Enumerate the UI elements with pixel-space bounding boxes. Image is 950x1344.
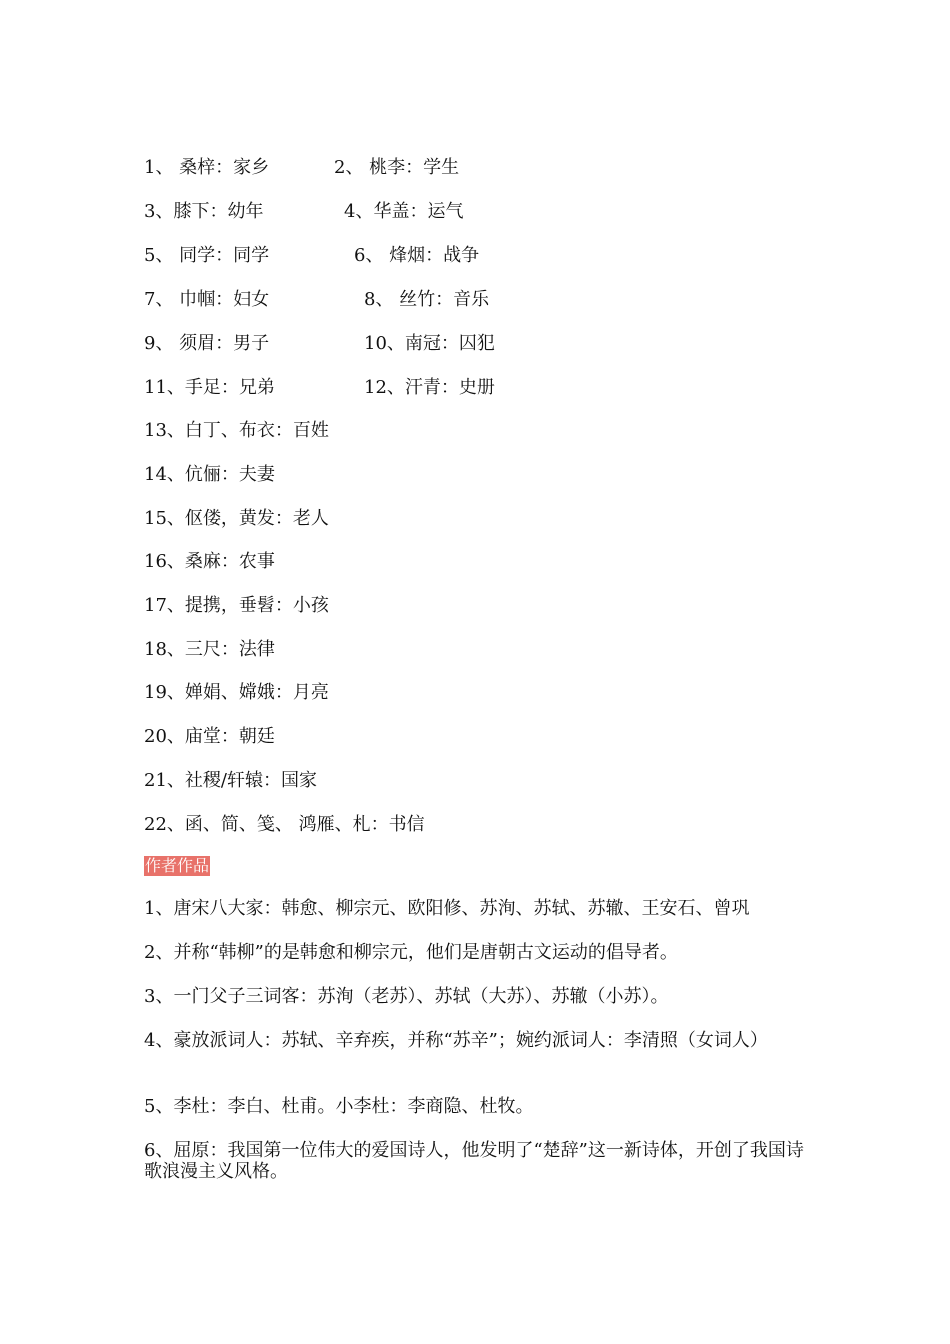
vocab-item: 8、 丝竹：音乐 xyxy=(364,289,490,310)
vocab-item: 20、庙堂：朝廷 xyxy=(144,726,275,747)
vocab-item: 11、手足：兄弟 xyxy=(144,377,275,398)
vocab-item: 9、 须眉：男子 xyxy=(144,333,270,354)
vocab-item: 22、函、简、笺、 鸿雁、札：书信 xyxy=(144,814,425,835)
vocab-row xyxy=(144,377,495,399)
vocab-item: 2、 桃李：学生 xyxy=(334,157,460,178)
vocab-item: 16、桑麻：农事 xyxy=(144,551,275,572)
vocab-item: 15、伛偻，黄发：老人 xyxy=(144,508,329,529)
vocab-item: 5、 同学：同学 xyxy=(144,245,270,266)
vocab-item: 10、南冠：囚犯 xyxy=(364,333,495,354)
vocab-item: 19、婵娟、嫦娥：月亮 xyxy=(144,682,329,703)
vocab-row xyxy=(144,289,490,311)
author-paragraph: 3、一门父子三词客：苏洵（老苏）、苏轼（大苏）、苏辙（小苏）。 xyxy=(144,986,669,1007)
vocab-item: 21、社稷/轩辕：国家 xyxy=(144,770,317,791)
author-paragraph: 5、李杜：李白、杜甫。小李杜：李商隐、杜牧。 xyxy=(144,1096,534,1117)
vocab-item: 6、 烽烟：战争 xyxy=(354,245,480,266)
vocab-item: 7、 巾帼：妇女 xyxy=(144,289,270,310)
author-paragraph: 6、屈原：我国第一位伟大的爱国诗人，他发明了“楚辞”这一新诗体，开创了我国诗歌浪漫主义风格。 xyxy=(144,1140,804,1182)
vocab-row xyxy=(144,201,464,223)
author-paragraph: 4、豪放派词人：苏轼、辛弃疾，并称“苏辛”；婉约派词人：李清照（女词人） xyxy=(144,1030,768,1051)
section-heading: 作者作品 xyxy=(145,856,210,875)
vocab-row xyxy=(144,157,460,179)
vocab-item: 12、汗青：史册 xyxy=(364,377,495,398)
vocab-item: 14、伉俪：夫妻 xyxy=(144,464,275,485)
author-paragraph: 2、并称“韩柳”的是韩愈和柳宗元，他们是唐朝古文运动的倡导者。 xyxy=(144,942,678,963)
vocab-row xyxy=(144,245,480,267)
vocab-item: 3、膝下：幼年 xyxy=(144,201,264,222)
vocab-item: 13、白丁、布衣：百姓 xyxy=(144,420,329,441)
vocab-item: 1、 桑梓：家乡 xyxy=(144,157,270,178)
vocab-row xyxy=(144,333,495,355)
vocab-item: 4、华盖：运气 xyxy=(344,201,464,222)
vocab-item: 18、三尺：法律 xyxy=(144,639,275,660)
vocab-item: 17、提携，垂髫：小孩 xyxy=(144,595,329,616)
author-paragraph: 1、唐宋八大家：韩愈、柳宗元、欧阳修、苏洵、苏轼、苏辙、王安石、曾巩 xyxy=(144,898,750,919)
